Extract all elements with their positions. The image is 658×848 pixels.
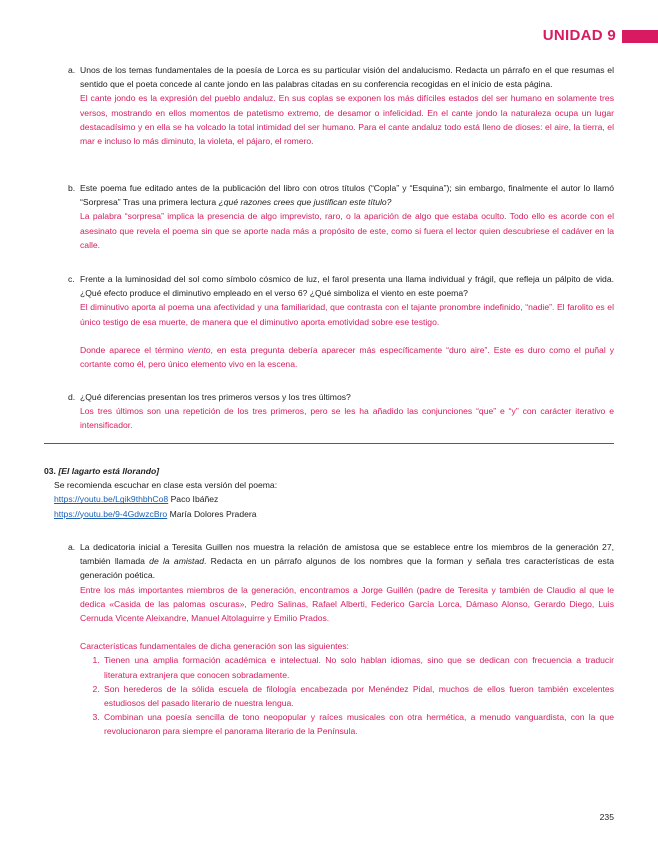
answer-text: El diminutivo aporta al poema una afectividad y una familiaridad, que contrasta con el tajante pronombre indefinido, “nadie”. El farolito es el único testigo de esa muerte, de manera que el diminutivo aporta emotividad sobre ese testigo. <box>80 302 614 327</box>
link-row <box>44 492 614 506</box>
unit-header <box>543 27 658 45</box>
youtube-link-paco-ibanez[interactable]: https://youtu.be/Lgik9thbhCo8 <box>54 494 169 505</box>
page-number: 235 <box>599 812 614 822</box>
question-b <box>68 181 614 252</box>
features-intro: Características fundamentales de dicha generación son las siguientes: <box>80 641 349 652</box>
question-label: c. <box>68 274 75 284</box>
section-number: 03. <box>44 466 56 476</box>
answer-text: La palabra “sorpresa” implica la presencia de algo imprevisto, raro, o la aparición de algo que estaba oculto. Todo ello es acorde con el asesinato que revela el poema sin que se aporte nada más a propósito de este, como si fuera el lector quien descubriese el cadáver en la calle. <box>80 211 614 250</box>
section-title: [El lagarto está llorando] <box>58 466 160 476</box>
question-text: La dedicatoria inicial a Teresita Guillen nos muestra la relación de amistosa que se establece entre los miembros de la generación 27, también llamada de la amistad. Redacta en un párrafo algunos de los nombres que la forman y señala tres características de esta generación poética. <box>80 542 614 581</box>
section-heading <box>44 464 614 478</box>
section-03 <box>44 464 614 521</box>
question-text: Unos de los temas fundamentales de la poesía de Lorca es su particular visión del andalucismo. Redacta un párrafo en el que resumas el sentido que el poeta concede al cante jondo en las palabras citadas en su conferencia recogidas en el inicio de esta página. <box>80 65 614 90</box>
question-label: a. <box>68 65 76 75</box>
answer-text: Entre los más importantes miembros de la generación, encontramos a Jorge Guillén (padre de Teresita y también de Claudio al que le dedica «Casida de las palomas oscuras», Pedro Salinas, Rafael Alberti, Federico García Lorca, Dámaso Alonso, Gerardo Diego, Luis Cernuda Vicente Aleixandre, Manuel Altolaguirre y Emilio Prados. <box>80 584 614 624</box>
question-label: a. <box>68 542 76 552</box>
question-text: ¿Qué diferencias presentan los tres primeros versos y los tres últimos? <box>80 392 351 402</box>
unit-color-bar <box>622 30 658 43</box>
question-label: d. <box>68 392 76 402</box>
section-divider <box>44 443 614 444</box>
link-artist: María Dolores Pradera <box>167 508 257 519</box>
section-intro: Se recomienda escuchar en clase esta versión del poema: <box>54 480 278 491</box>
question-text: Frente a la luminosidad del sol como símbolo cósmico de luz, el farol presenta una llama individual y frágil, que refleja un pálpito de vida. ¿Qué efecto produce el diminutivo empleado en el verso 6? ¿Qué simboliza el viento en este poema? <box>80 274 614 299</box>
link-artist: Paco Ibáñez <box>168 494 219 505</box>
features-list <box>80 653 614 738</box>
answer-text: Los tres últimos son una repetición de los tres primeros, pero se les ha añadido las conjunciones “que” e “y” con carácter iterativo e intensificador. <box>80 406 614 431</box>
list-item: 2. Son herederos de la sólida escuela de filología encabezada por Menéndez Pidal, muchos de ellos fueron también excelentes estudiosos del pasado literario de nuestra lengua. <box>102 682 614 710</box>
question-03a <box>68 540 614 739</box>
answer-note: Donde aparece el término viento, en esta pregunta debería aparecer más específicamente “duro aire”. Este es duro como el puñal y cortante como él, pero único elemento vivo en la escena. <box>80 344 614 370</box>
question-c <box>68 272 614 371</box>
question-d <box>68 390 614 433</box>
youtube-link-maria-dolores-pradera[interactable]: https://youtu.be/9-4GdwzcBro <box>54 508 168 519</box>
question-label: b. <box>68 183 76 193</box>
question-text: Este poema fue editado antes de la publicación del libro con otros títulos (“Copla” y “Esquina”); sin embargo, finalmente el autor lo llamó “Sorpresa” Tras una primera lectura ¿qué razones crees que justifican este título? <box>80 183 614 208</box>
list-item: 3. Combinan una poesía sencilla de tono neopopular y raíces musicales con otra hermética, a menudo vanguardista, con la que revolucionaron para siempre el panorama literario de la Península. <box>102 710 614 738</box>
list-item: 1. Tienen una amplia formación académica e intelectual. No solo hablan idiomas, sino que se dedican con frecuencia a traducir literatura extranjera que conocen sobradamente. <box>102 653 614 681</box>
answer-text: El cante jondo es la expresión del pueblo andaluz. En sus coplas se exponen los más difíciles estados del ser humano en solamente tres versos, mostrando en ellos momentos de patetismo extremo, de desamor o infelicidad. En el cante jondo la naturaleza ocupa un lugar destacadísimo y en ella se ha volcado la total intimidad del ser humano. Para el cante andaluz todo está lleno de dioses: el aire, la tierra, el mar e incluso lo más diminuto, la violeta, el pájaro, el romero. <box>80 93 614 147</box>
question-a <box>68 63 614 148</box>
unit-title: UNIDAD 9 <box>542 26 616 44</box>
link-row <box>44 507 614 521</box>
